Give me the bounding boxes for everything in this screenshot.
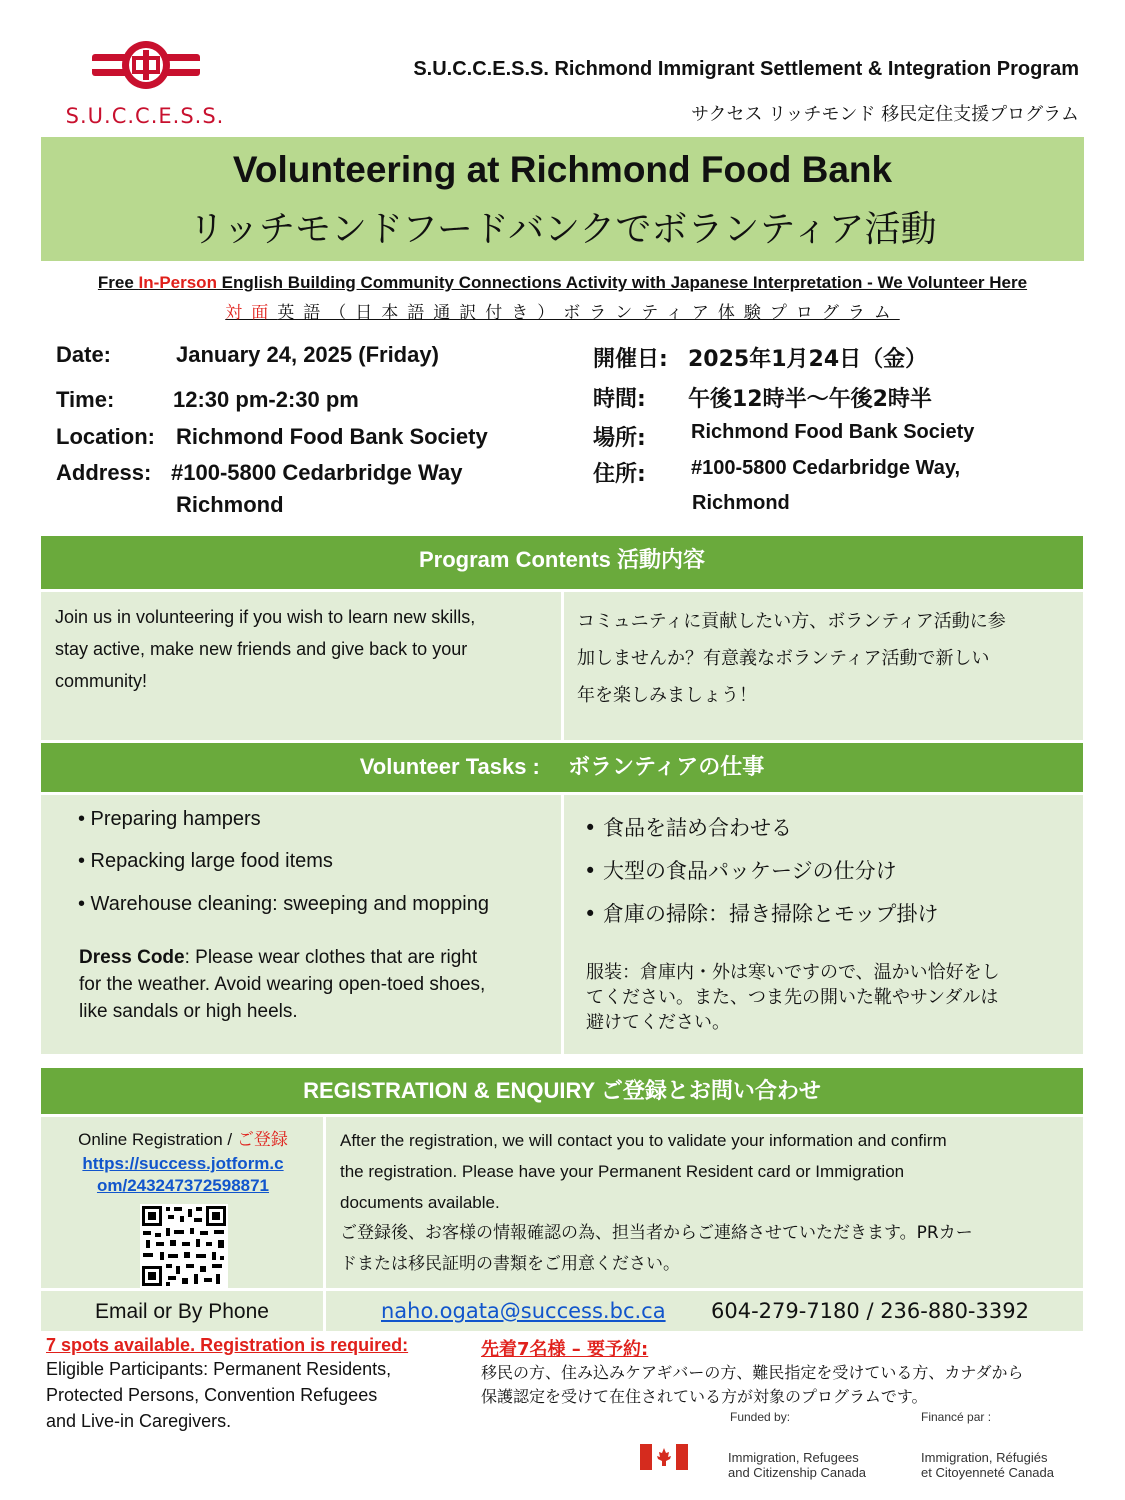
- task-item: • Repacking large food items: [78, 850, 333, 872]
- online-registration-label-ja: ご登録: [236, 1130, 288, 1149]
- location-value: Richmond Food Bank Society: [176, 424, 488, 449]
- registration-info-line: the registration. Please have your Permanent Resident card or Immigration: [340, 1162, 905, 1181]
- task-item-ja: • 倉庫の掃除：掃き掃除とモップ掛け: [584, 902, 939, 926]
- contact-label: Email or By Phone: [95, 1300, 269, 1323]
- program-contents-heading: Program Contents 活動内容: [41, 536, 1083, 589]
- qr-code-icon[interactable]: [140, 1204, 228, 1288]
- date-value-ja: 2025年1月24日（金）: [688, 347, 928, 372]
- subtitle-en-prefix: Free: [97, 273, 139, 292]
- date-value: January 24, 2025 (Friday): [176, 342, 439, 367]
- success-logo: [60, 38, 230, 130]
- address-line1-ja: #100-5800 Cedarbridge Way,: [691, 457, 961, 479]
- registration-info-line: documents available.: [340, 1193, 500, 1212]
- program-ja-line: 年を楽しみましょう！: [577, 685, 757, 706]
- dress-code-line: for the weather. Avoid wearing open-toed shoes,: [79, 974, 486, 995]
- logo-text: S.U.C.C.E.S.S.: [65, 104, 225, 128]
- registration-info-line: ドまたは移民証明の書類をご用意ください。: [340, 1254, 680, 1274]
- contact-phones: 604-279-7180 / 236-880-3392: [711, 1299, 1029, 1323]
- subtitle-en: [0, 273, 1125, 293]
- address-line2: Richmond: [176, 492, 284, 517]
- org-name-en: S.U.C.C.E.S.S. Richmond Immigrant Settlement & Integration Program: [413, 58, 1079, 80]
- location-value-ja: Richmond Food Bank Society: [691, 421, 975, 443]
- ircc-fr-line: et Citoyenneté Canada: [921, 1465, 1054, 1480]
- row-divider: [41, 1288, 1083, 1291]
- time-value-ja: 午後12時半～午後2時半: [688, 387, 932, 412]
- location-label: Location:: [56, 424, 155, 449]
- registration-info: [340, 1125, 973, 1280]
- spots-notice-en: [46, 1335, 408, 1434]
- registration-link[interactable]: https://success.jotform.c: [82, 1154, 284, 1173]
- contact-email-link[interactable]: naho.ogata@success.bc.ca: [381, 1299, 666, 1323]
- time-label: Time:: [56, 387, 115, 412]
- column-divider: [561, 795, 564, 1054]
- subtitle-ja-rest: 英語（日本語通訳付き）ボランティア体験プログラム: [277, 303, 900, 323]
- program-ja-line: コミュニティに貢献したい方、ボランティア活動に参: [577, 611, 1006, 632]
- spots-available-ja: 先着7名様 – 要予約:: [481, 1339, 649, 1360]
- dress-code-ja-line: てください。また、つま先の開いた靴やサンダルは: [586, 987, 999, 1008]
- ircc-name-fr: [921, 1450, 1054, 1480]
- eligible-line-ja: 保護認定を受けて在住されている方が対象のプログラムです。: [481, 1387, 928, 1406]
- address-line2-ja: Richmond: [692, 492, 790, 514]
- spots-available-en: 7 spots available. Registration is required:: [46, 1335, 409, 1355]
- program-ja-line: 加しませんか？有意義なボランティア活動で新しい: [577, 648, 990, 669]
- ircc-en-line: and Citizenship Canada: [728, 1465, 867, 1480]
- column-divider: [323, 1117, 326, 1331]
- program-en-line: stay active, make new friends and give back to your: [55, 639, 468, 659]
- success-logo-icon: [90, 38, 202, 92]
- column-divider: [561, 592, 564, 740]
- subtitle-en-highlight: In-Person: [138, 273, 217, 292]
- dress-code-line: : Please wear clothes that are right: [184, 947, 478, 968]
- program-text-en: [55, 601, 475, 697]
- volunteer-tasks-heading: Volunteer Tasks : ボランティアの仕事: [41, 743, 1083, 792]
- dress-code-ja-line: 服装：倉庫内・外は寒いですので、温かい恰好をし: [586, 962, 1000, 983]
- finance-par-label: Financé par :: [921, 1410, 992, 1424]
- task-item-ja: • 大型の食品パッケージの仕分け: [584, 859, 897, 883]
- org-name-ja: サクセス リッチモンド 移民定住支援プログラム: [691, 104, 1079, 125]
- dress-code-en: [79, 944, 485, 1025]
- registration-heading: REGISTRATION & ENQUIRY ご登録とお問い合わせ: [41, 1068, 1083, 1114]
- subtitle-en-rest: English Building Community Connections Activity with Japanese Interpretation - We Volunteer Here: [216, 273, 1028, 292]
- online-registration: [44, 1125, 322, 1196]
- task-item-ja: • 食品を詰め合わせる: [584, 816, 793, 840]
- task-item: • Warehouse cleaning: sweeping and mopping: [78, 893, 489, 915]
- title-banner: [41, 137, 1084, 261]
- eligible-line-ja: 移民の方、住み込みケアギバーの方、難民指定を受けている方、カナダから: [481, 1363, 1024, 1382]
- program-en-line: community!: [55, 671, 148, 691]
- page-title-ja: リッチモンドフードバンクでボランティア活動: [188, 209, 937, 250]
- subtitle-ja: [0, 298, 1125, 323]
- dress-code-label: Dress Code: [79, 947, 185, 968]
- page-title-en: Volunteering at Richmond Food Bank: [232, 149, 893, 190]
- subtitle-ja-highlight: 対面: [225, 303, 278, 323]
- date-label: Date:: [56, 342, 112, 367]
- registration-info-line: ご登録後、お客様の情報確認の為、担当者からご連絡させていただきます。PRカー: [340, 1223, 973, 1243]
- address-label-ja: 住所:: [593, 462, 646, 487]
- eligible-line: Eligible Participants: Permanent Residents,: [46, 1359, 392, 1379]
- registration-link[interactable]: om/243247372598871: [96, 1176, 270, 1195]
- time-value: 12:30 pm-2:30 pm: [173, 387, 359, 412]
- spots-notice-ja: [481, 1335, 1024, 1409]
- ircc-name-en: [728, 1450, 866, 1480]
- dress-code-ja-line: 避けてください。: [586, 1012, 730, 1033]
- ircc-en-line: Immigration, Refugees: [728, 1450, 859, 1465]
- location-label-ja: 場所:: [593, 426, 646, 451]
- eligible-line: Protected Persons, Convention Refugees: [46, 1385, 378, 1405]
- registration-info-line: After the registration, we will contact you to validate your information and confirm: [340, 1131, 947, 1150]
- address-label: Address:: [56, 460, 152, 485]
- address-line1: #100-5800 Cedarbridge Way: [171, 460, 463, 485]
- online-registration-label: Online Registration /: [78, 1130, 237, 1149]
- eligible-line: and Live-in Caregivers.: [46, 1411, 232, 1431]
- dress-code-ja: [586, 960, 1000, 1035]
- program-text-ja: [577, 603, 1006, 714]
- time-label-ja: 時間:: [593, 387, 646, 412]
- canada-flag-icon: [640, 1444, 688, 1470]
- task-item: • Preparing hampers: [78, 808, 261, 830]
- program-en-line: Join us in volunteering if you wish to learn new skills,: [55, 607, 476, 627]
- funded-by-label: Funded by:: [730, 1410, 791, 1424]
- date-label-ja: 開催日:: [593, 347, 668, 372]
- funder-block: [640, 1410, 1090, 1490]
- ircc-fr-line: Immigration, Réfugiés: [921, 1450, 1048, 1465]
- dress-code-line: like sandals or high heels.: [79, 1001, 298, 1022]
